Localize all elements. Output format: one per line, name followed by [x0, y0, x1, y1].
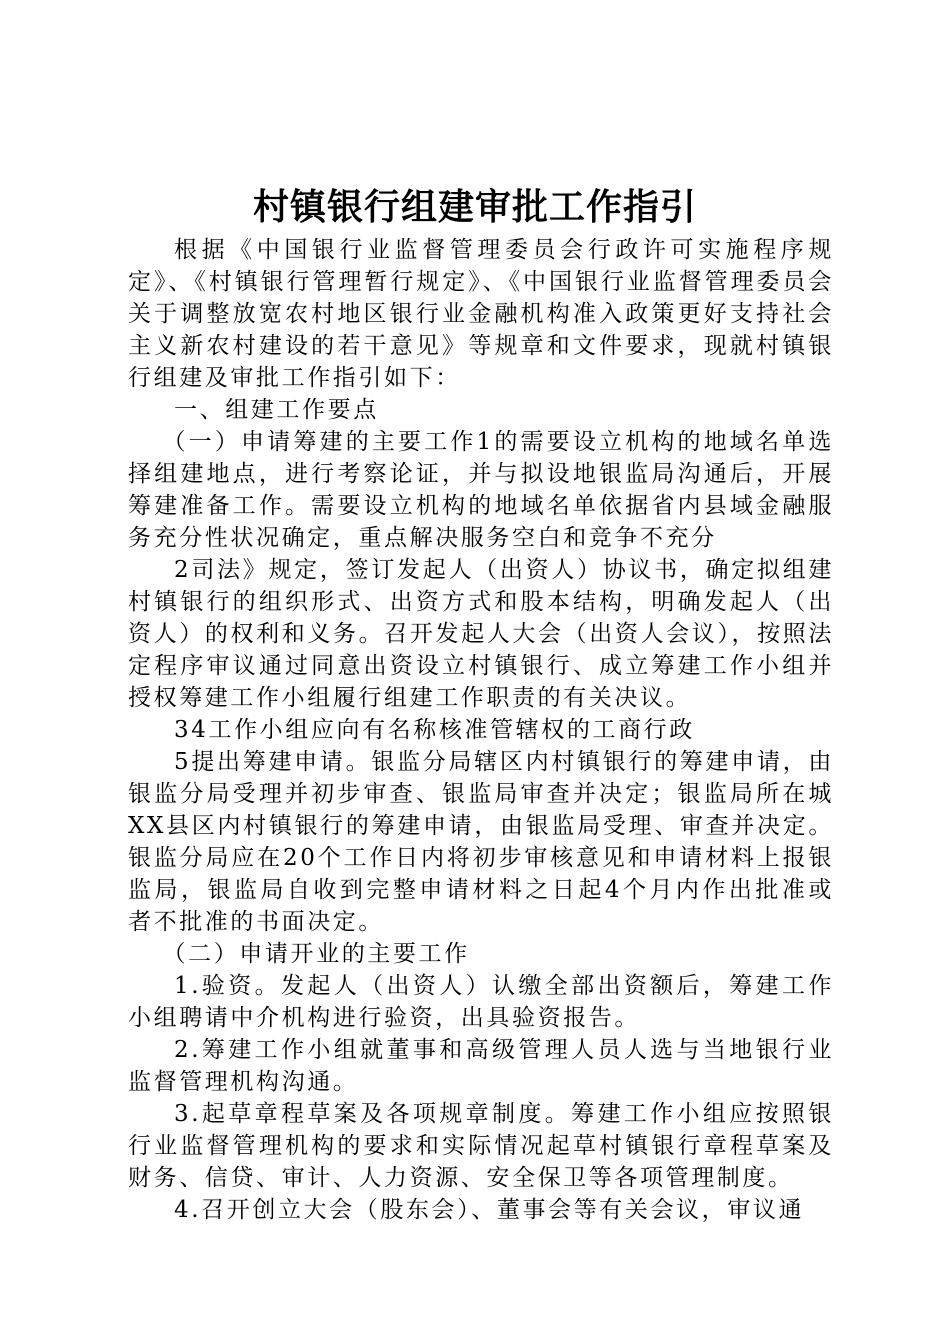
item-5-paragraph: 5提出筹建申请。银监分局辖区内村镇银行的筹建申请，由银监分局受理并初步审查、银监局审查并决定；银监局所在城XX县区内村镇银行的筹建申请，由银监局受理、审查并决定。银监分局应在20个工作日内将初步审核意见和申请材料上报银监局，银监局自收到完整申请材料之日起4个月内作出批准或者不批准的书面决定。 [128, 749, 834, 935]
subsection-2-heading: （二）申请开业的主要工作 [162, 941, 470, 967]
opening-item-4: 4.召开创立大会（股东会）、董事会等有关会议，审议通 [174, 1197, 805, 1223]
opening-item-2: 2.筹建工作小组就董事和高级管理人员人选与当地银行业监督管理机构沟通。 [128, 1037, 834, 1095]
subsection-1-paragraph: （一）申请筹建的主要工作1的需要设立机构的地域名单选择组建地点，进行考察论证，并与拟设地银监局沟通后，开展筹建准备工作。需要设立机构的地域名单依据省内县域金融服务充分性状况确定，重点解决服务空白和竞争不充分 [128, 429, 834, 551]
document-title: 村镇银行组建审批工作指引 [252, 187, 697, 228]
document-body [128, 234, 834, 1226]
opening-item-3: 3.起草章程草案及各项规章制度。筹建工作小组应按照银行业监督管理机构的要求和实际情况起草村镇银行章程草案及财务、信贷、审计、人力资源、安全保卫等各项管理制度。 [128, 1101, 834, 1191]
section-heading-1: 一、组建工作要点 [174, 397, 379, 423]
item-2-paragraph: 2司法》规定，签订发起人（出资人）协议书，确定拟组建村镇银行的组织形式、出资方式和股本结构，明确发起人（出资人）的权利和义务。召开发起人大会（出资人会议），按照法定程序审议通过同意出资设立村镇银行、成立筹建工作小组并授权筹建工作小组履行组建工作职责的有关决议。 [128, 557, 834, 711]
item-3-4-paragraph: 34工作小组应向有名称核准管辖权的工商行政 [174, 717, 695, 743]
opening-item-1: 1.验资。发起人（出资人）认缴全部出资额后，筹建工作小组聘请中介机构进行验资，出具验资报告。 [128, 973, 834, 1031]
intro-paragraph: 根据《中国银行业监督管理委员会行政许可实施程序规定》、《村镇银行管理暂行规定》、《中国银行业监督管理委员会关于调整放宽农村地区银行业金融机构准入政策更好支持社会主义新农村建设的若干意见》等规章和文件要求，现就村镇银行组建及审批工作指引如下： [128, 237, 834, 391]
